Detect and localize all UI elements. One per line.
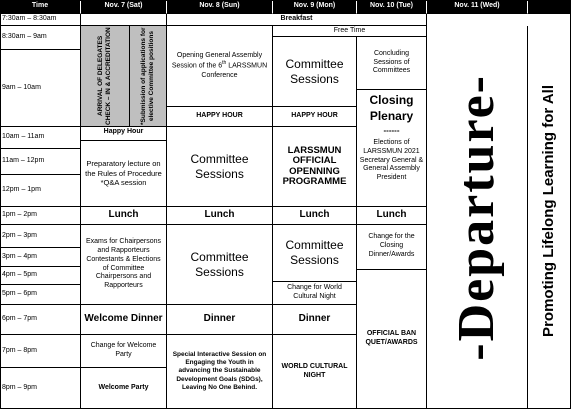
- opening-general-assembly: [167, 26, 273, 107]
- opening-text: [169, 52, 270, 81]
- arrival-text: ARRIVAL OF DELEGATES CHECK – IN & ACCREDITATION: [96, 27, 112, 125]
- dinner-nov9: Dinner: [273, 305, 357, 335]
- time-slot: 7pm – 8pm: [0, 335, 81, 368]
- header-nov11: Nov. 11 (Wed): [427, 0, 528, 14]
- departure-text: -Departure-: [448, 73, 505, 361]
- concluding-sessions: Concluding Sessions of Committees: [357, 37, 427, 90]
- committee-sessions-nov8-am: Committee Sessions: [167, 127, 273, 207]
- time-slot: 1pm – 2pm: [0, 207, 81, 225]
- time-slot: 10am – 11am: [0, 127, 81, 149]
- change-closing-dinner: Change for the Closing Dinner/Awards: [357, 225, 427, 270]
- committee-sessions-nov8-pm: Committee Sessions: [167, 225, 273, 305]
- time-slot: 3pm – 4pm: [0, 248, 81, 267]
- change-world-cultural-night: Change for World Cultural Night: [273, 282, 357, 305]
- time-slot: 12pm – 1pm: [0, 175, 81, 207]
- committee-sessions-nov9-am: Committee Sessions: [273, 37, 357, 107]
- opening-general-text: Opening General Assembly Session of the: [171, 51, 263, 70]
- official-banquet-awards: OFFICIAL BAN QUET/AWARDS: [357, 270, 427, 409]
- dinner-nov8: Dinner: [167, 305, 273, 335]
- time-slot: 8pm – 9pm: [0, 368, 81, 409]
- time-slot: 6pm – 7pm: [0, 305, 81, 335]
- closing-plenary-cell: [357, 90, 427, 207]
- elections: Elections of LARSSMUN 2021 Secretary General & General Assembly President: [359, 139, 424, 182]
- exams-elections: Exams for Chairpersons and Rapporteurs Contestants & Elections of Committee Chairpersons and Rapporteurs: [81, 225, 167, 305]
- lunch-nov10: Lunch: [357, 207, 427, 225]
- change-welcome-party: Change for Welcome Party: [81, 335, 167, 368]
- time-slot: 9am – 10am: [0, 50, 81, 127]
- welcome-party: Welcome Party: [81, 368, 167, 409]
- nov7-early-blank: [81, 14, 167, 26]
- opening-6th: 6: [218, 62, 223, 70]
- time-slot: 4pm – 5pm: [0, 267, 81, 285]
- opening-th: th: [222, 60, 227, 67]
- free-time: Free Time: [273, 26, 427, 37]
- lunch-nov9: Lunch: [273, 207, 357, 225]
- submission-text: *Submission of applications for elective Committee positions: [139, 27, 155, 125]
- opening-conf-text: LARSSMUN Conference: [201, 62, 268, 79]
- world-cultural-night: WORLD CULTURAL NIGHT: [273, 335, 357, 409]
- welcome-dinner: Welcome Dinner: [81, 305, 167, 335]
- breakfast: Breakfast: [167, 14, 427, 26]
- submission-cell: [130, 26, 167, 127]
- happy-hour-nov9: HAPPY HOUR: [273, 107, 357, 127]
- time-slot: 8:30am – 9am: [0, 26, 81, 50]
- slogan-cell: [528, 14, 571, 409]
- time-slot: 2pm – 3pm: [0, 225, 81, 248]
- time-slot: 11am – 12pm: [0, 149, 81, 175]
- preparatory-lecture: Preparatory lecture on the Rules of Procedure *Q&A session: [81, 141, 167, 207]
- arrival-cell: [81, 26, 130, 127]
- closing-dashes: ------: [383, 126, 400, 136]
- header-blank: [528, 0, 571, 14]
- header-nov9: Nov. 9 (Mon): [273, 0, 357, 14]
- slogan-text: Promoting Lifelong Learning for All: [540, 85, 558, 337]
- committee-sessions-nov9-pm: Committee Sessions: [273, 225, 357, 282]
- lunch-nov7: Lunch: [81, 207, 167, 225]
- header-time: Time: [0, 0, 81, 14]
- happy-hour-nov8: HAPPY HOUR: [167, 107, 273, 127]
- time-slot: 5pm – 6pm: [0, 285, 81, 305]
- closing-plenary: Closing Plenary: [369, 93, 414, 123]
- time-slot: 7:30am – 8:30am: [0, 14, 81, 26]
- departure-cell: [427, 26, 528, 409]
- official-opening-programme: LARSSMUN OFFICIAL OPENNING PROGRAMME: [273, 127, 357, 207]
- header-nov10: Nov. 10 (Tue): [357, 0, 427, 14]
- header-nov8: Nov. 8 (Sun): [167, 0, 273, 14]
- special-interactive-session: Special Interactive Session on Engaging the Youth in advancing the Sustainable Development Goals (SDGs), Leaving No One Behind.: [167, 335, 273, 409]
- happy-hour-nov7: Happy Hour: [81, 127, 167, 141]
- lunch-nov8: Lunch: [167, 207, 273, 225]
- header-nov7: Nov. 7 (Sat): [81, 0, 167, 14]
